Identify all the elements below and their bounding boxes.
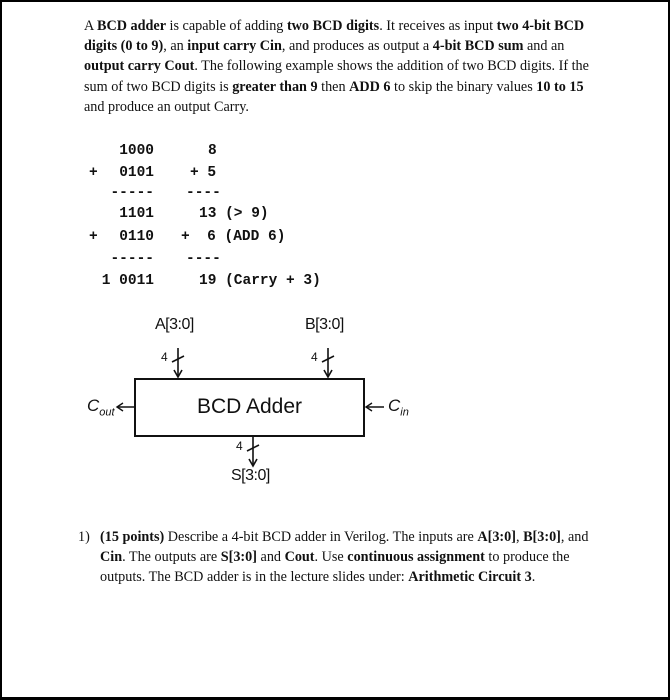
- text-run: to skip the binary values: [390, 78, 537, 95]
- text-run: . It receives as input: [379, 18, 497, 34]
- text-run: A: [84, 18, 98, 34]
- text-run: A[3:0]: [477, 529, 516, 545]
- bus-width-a: 4: [161, 350, 168, 364]
- binary-result: 1 0011: [101, 273, 154, 289]
- text-run: . Use: [314, 549, 348, 565]
- cout-label-main: C: [87, 396, 100, 415]
- cin-label-main: C: [388, 396, 401, 415]
- text-run: and produce an output Carry.: [84, 98, 249, 115]
- input-b-label: B[3:0]: [305, 316, 344, 333]
- question-number: 1): [78, 529, 90, 545]
- bcd-adder-label: BCD Adder: [196, 395, 303, 418]
- text-run: BCD adder: [97, 18, 166, 34]
- text-run: . The outputs are: [122, 549, 221, 565]
- text-run: greater than 9: [232, 78, 318, 95]
- text-run: two BCD digits: [286, 18, 380, 34]
- question-text: [78, 527, 598, 587]
- cin-label: [388, 396, 409, 418]
- text-run: and: [256, 549, 285, 565]
- text-run: ADD 6: [349, 78, 391, 95]
- binary-sum: 1101: [119, 206, 154, 222]
- bus-width-b: 4: [311, 350, 318, 364]
- text-run: , and: [560, 529, 589, 545]
- binary-operand-1: 1000: [119, 143, 154, 159]
- decimal-result: 19 (Carry + 3): [199, 273, 321, 289]
- text-run: , an: [163, 38, 188, 55]
- decimal-sum: 13 (> 9): [199, 206, 269, 222]
- intro-paragraph: [84, 16, 592, 117]
- binary-rule-1: -----: [110, 185, 154, 201]
- cin-label-sub: in: [400, 406, 409, 419]
- text-run: 4-bit BCD sum: [432, 38, 524, 55]
- decimal-operand-2: + 5: [190, 165, 217, 181]
- binary-plus-sign-2: +: [89, 229, 98, 245]
- binary-correction: 0110: [119, 229, 154, 245]
- output-s-label: S[3:0]: [231, 467, 270, 484]
- binary-rule-2: -----: [110, 251, 154, 267]
- text-run: to produce the outputs. The BCD adder is in the lecture slides under:: [100, 549, 570, 585]
- decimal-correction: + 6 (ADD 6): [181, 229, 286, 245]
- cout-label: [87, 396, 115, 418]
- text-run: ,: [515, 529, 524, 545]
- text-run: , and produces as output a: [281, 38, 433, 55]
- text-run: B[3:0]: [523, 529, 561, 545]
- text-run: Describe a 4-bit BCD adder in Verilog. The inputs are: [164, 529, 478, 545]
- decimal-rule-2: ----: [186, 251, 221, 267]
- text-run: Cout: [284, 549, 315, 565]
- binary-plus-sign-1: +: [89, 165, 98, 181]
- bcd-adder-diagram: [0, 300, 670, 515]
- bus-width-s: 4: [236, 439, 243, 453]
- text-run: continuous assignment: [347, 549, 485, 565]
- text-run: Arithmetic Circuit 3: [408, 569, 532, 585]
- question-1: [78, 527, 598, 587]
- text-run: Cin: [100, 549, 123, 565]
- decimal-rule-1: ----: [186, 185, 221, 201]
- text-run: .: [531, 569, 536, 585]
- text-run: input carry Cin: [187, 38, 282, 55]
- text-run: is capable of adding: [166, 18, 287, 34]
- text-run: output carry Cout: [84, 58, 195, 75]
- text-run: then: [317, 78, 350, 95]
- text-run: 10 to 15: [536, 78, 584, 95]
- input-a-label: A[3:0]: [155, 316, 194, 333]
- text-run: (15 points): [100, 529, 165, 545]
- cout-label-sub: out: [99, 406, 115, 419]
- text-run: . The following example shows the addition of two BCD digits. If the sum of two BCD digits is: [84, 58, 589, 95]
- text-run: and an: [523, 38, 565, 55]
- decimal-operand-1: 8: [208, 143, 217, 159]
- binary-operand-2: 0101: [119, 165, 154, 181]
- text-run: S[3:0]: [220, 549, 257, 565]
- text-run: two 4-bit BCD digits (0 to 9): [84, 18, 585, 55]
